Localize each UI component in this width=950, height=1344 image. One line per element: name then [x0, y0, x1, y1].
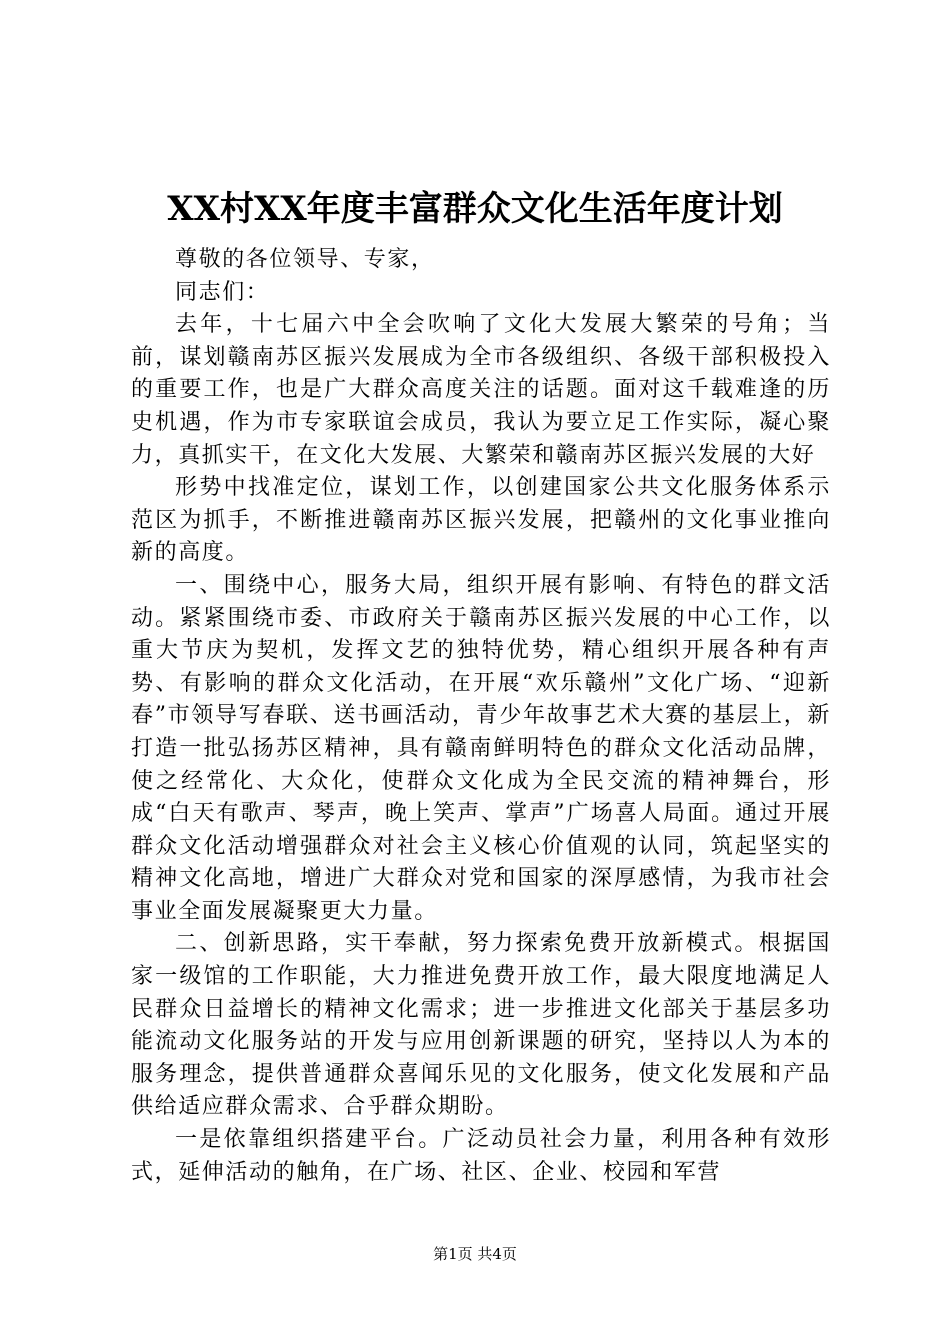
salutation-line: 尊敬的各位领导、专家，	[175, 247, 435, 272]
body-paragraph: 一、围绕中心，服务大局，组织开展有影响、有特色的群文活动。紧紧围绕市委、市政府关于赣南苏区振兴发展的中心工作，以重大节庆为契机，发挥文艺的独特优势，精心组织开展各种有声势、有影响的群众文化活动，在开展“欢乐赣州”文化广场、“迎新春”市领导写春联、送书画活动，青少年故事艺术大赛的基层上，新打造一批弘扬苏区精神，具有赣南鲜明特色的群众文化活动品牌，使之经常化、大众化，使群众文化成为全民交流的精神舞台，形成“白天有歌声、琴声，晚上笑声、掌声”广场喜人局面。通过开展群众文化活动增强群众对社会主义核心价值观的认同，筑起坚实的精神文化高地，增进广大群众对党和国家的深厚感情，为我市社会事业全面发展凝聚更大力量。	[131, 572, 831, 924]
body-paragraph: 形势中找准定位，谋划工作，以创建国家公共文化服务体系示范区为抓手，不断推进赣南苏区振兴发展，把赣州的文化事业推向新的高度。	[131, 475, 831, 566]
document-body	[131, 244, 831, 1189]
body-paragraph: 一是依靠组织搭建平台。广泛动员社会力量，利用各种有效形式，延伸活动的触角，在广场、社区、企业、校园和军营	[131, 1127, 831, 1185]
body-paragraph: 去年，十七届六中全会吹响了文化大发展大繁荣的号角；当前，谋划赣南苏区振兴发展成为全市各级组织、各级干部积极投入的重要工作，也是广大群众高度关注的话题。面对这千载难逢的历史机遇，作为市专家联谊会成员，我认为要立足工作实际，凝心聚力，真抓实干，在文化大发展、大繁荣和赣南苏区振兴发展的大好	[131, 312, 831, 468]
page-number-footer: 第1页 共4页	[433, 1245, 517, 1263]
document-title: XX村XX年度丰富群众文化生活年度计划	[167, 189, 783, 229]
body-paragraph: 二、创新思路，实干奉献，努力探索免费开放新模式。根据国家一级馆的工作职能，大力推进免费开放工作，最大限度地满足人民群众日益增长的精神文化需求；进一步推进文化部关于基层多功能流动文化服务站的开发与应用创新课题的研究，坚持以人为本的服务理念，提供普通群众喜闻乐见的文化服务，使文化发展和产品供给适应群众需求、合乎群众期盼。	[131, 931, 831, 1120]
salutation-line: 同志们：	[175, 279, 270, 305]
